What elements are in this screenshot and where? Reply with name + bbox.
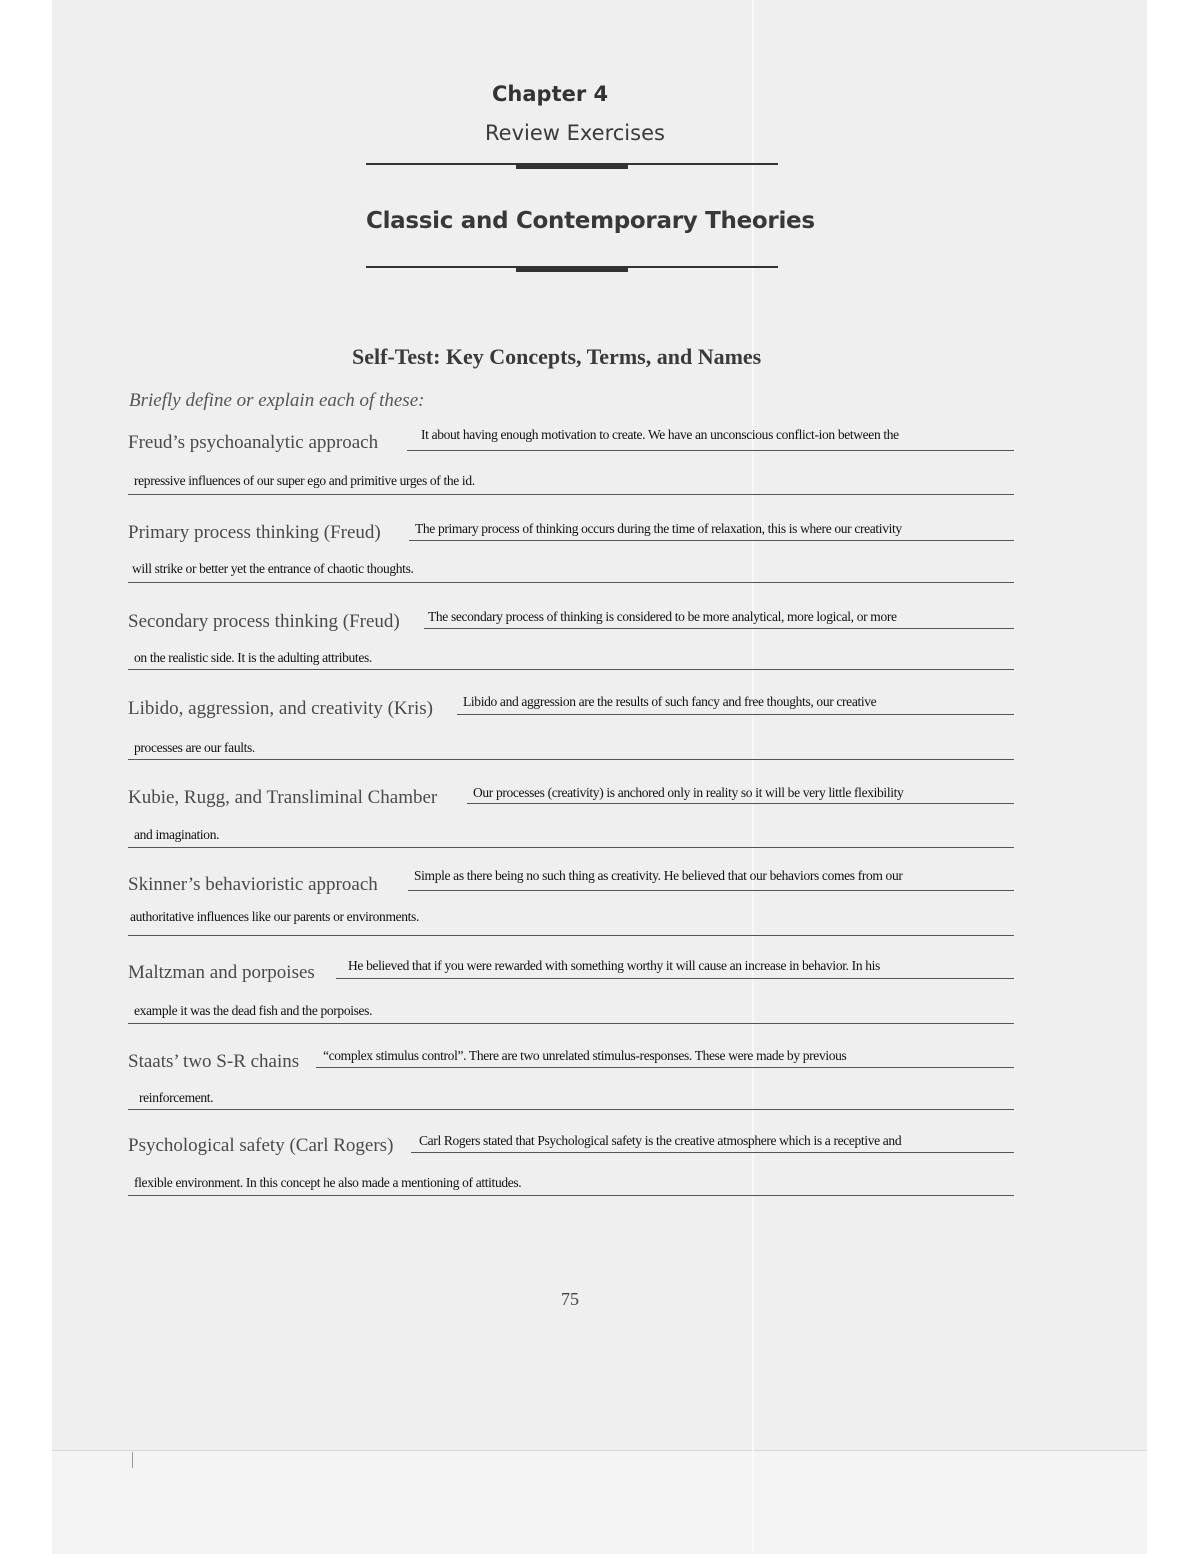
term-label: Staats’ two S-R chains	[128, 1051, 300, 1072]
answer-line-1[interactable]: Simple as there being no such thing as creativity. He believed that our behaviors comes from our	[414, 868, 903, 883]
page-number: 75	[561, 1289, 579, 1309]
answer-underline	[128, 1195, 1014, 1196]
scan-tick-mark	[132, 1452, 133, 1468]
answer-line-2[interactable]: reinforcement.	[139, 1090, 214, 1105]
answer-line-1[interactable]: “complex stimulus control”. There are two unrelated stimulus-responses. These were made by previous	[323, 1048, 847, 1063]
answer-line-1[interactable]: The secondary process of thinking is considered to be more analytical, more logical, or more	[428, 609, 897, 624]
answer-line-1[interactable]: Libido and aggression are the results of such fancy and free thoughts, our creative	[463, 694, 877, 709]
answer-line-1[interactable]: It about having enough motivation to create. We have an unconscious conflict-ion between the	[421, 427, 899, 442]
instruction-text: Briefly define or explain each of these:	[129, 390, 425, 411]
chapter-label: Chapter 4	[492, 82, 609, 106]
self-test-heading: Self-Test: Key Concepts, Terms, and Names	[352, 344, 762, 369]
answer-underline	[424, 628, 1014, 629]
answer-underline	[128, 1109, 1014, 1110]
answer-underline	[128, 847, 1014, 848]
chapter-title: Classic and Contemporary Theories	[366, 208, 815, 234]
bottom-rule-block	[516, 267, 628, 272]
term-label: Libido, aggression, and creativity (Kris)	[128, 698, 433, 719]
answer-underline	[128, 759, 1014, 760]
answer-line-2[interactable]: will strike or better yet the entrance of chaotic thoughts.	[132, 561, 414, 576]
answer-line-1[interactable]: Our processes (creativity) is anchored only in reality so it will be very little flexibility	[473, 785, 904, 800]
answer-underline	[128, 1023, 1014, 1024]
answer-line-2[interactable]: authoritative influences like our parents or environments.	[130, 909, 419, 924]
answer-line-2[interactable]: example it was the dead fish and the porpoises.	[134, 1003, 373, 1018]
review-exercises-label: Review Exercises	[485, 121, 665, 145]
answer-line-2[interactable]: on the realistic side. It is the adulting attributes.	[134, 650, 372, 665]
answer-underline	[128, 582, 1014, 583]
answer-underline	[467, 803, 1014, 804]
term-label: Maltzman and porpoises	[128, 962, 315, 983]
term-label: Secondary process thinking (Freud)	[128, 611, 400, 632]
answer-underline	[128, 935, 1014, 936]
term-label: Psychological safety (Carl Rogers)	[128, 1135, 394, 1156]
term-label: Skinner’s behavioristic approach	[128, 874, 378, 895]
answer-underline	[407, 450, 1014, 451]
answer-line-1[interactable]: He believed that if you were rewarded with something worthy it will cause an increase in behavior. In his	[348, 958, 880, 973]
scanner-bed-edge	[52, 1450, 1147, 1554]
answer-line-2[interactable]: processes are our faults.	[134, 740, 255, 755]
answer-underline	[457, 714, 1014, 715]
answer-underline	[411, 1152, 1014, 1153]
term-label: Kubie, Rugg, and Transliminal Chamber	[128, 787, 438, 808]
answer-underline	[336, 978, 1014, 979]
term-label: Primary process thinking (Freud)	[128, 522, 381, 543]
answer-underline	[128, 494, 1014, 495]
answer-line-2[interactable]: and imagination.	[134, 827, 220, 842]
answer-line-1[interactable]: Carl Rogers stated that Psychological safety is the creative atmosphere which is a receptive and	[419, 1133, 902, 1148]
answer-underline	[409, 540, 1014, 541]
answer-underline	[128, 669, 1014, 670]
answer-underline	[316, 1067, 1014, 1068]
answer-line-2[interactable]: repressive influences of our super ego and primitive urges of the id.	[134, 473, 475, 488]
top-rule-block	[516, 164, 628, 169]
answer-underline	[408, 890, 1014, 891]
answer-line-1[interactable]: The primary process of thinking occurs during the time of relaxation, this is where our creativity	[415, 521, 902, 536]
term-label: Freud’s psychoanalytic approach	[128, 432, 379, 453]
answer-line-2[interactable]: flexible environment. In this concept he also made a mentioning of attitudes.	[134, 1175, 522, 1190]
